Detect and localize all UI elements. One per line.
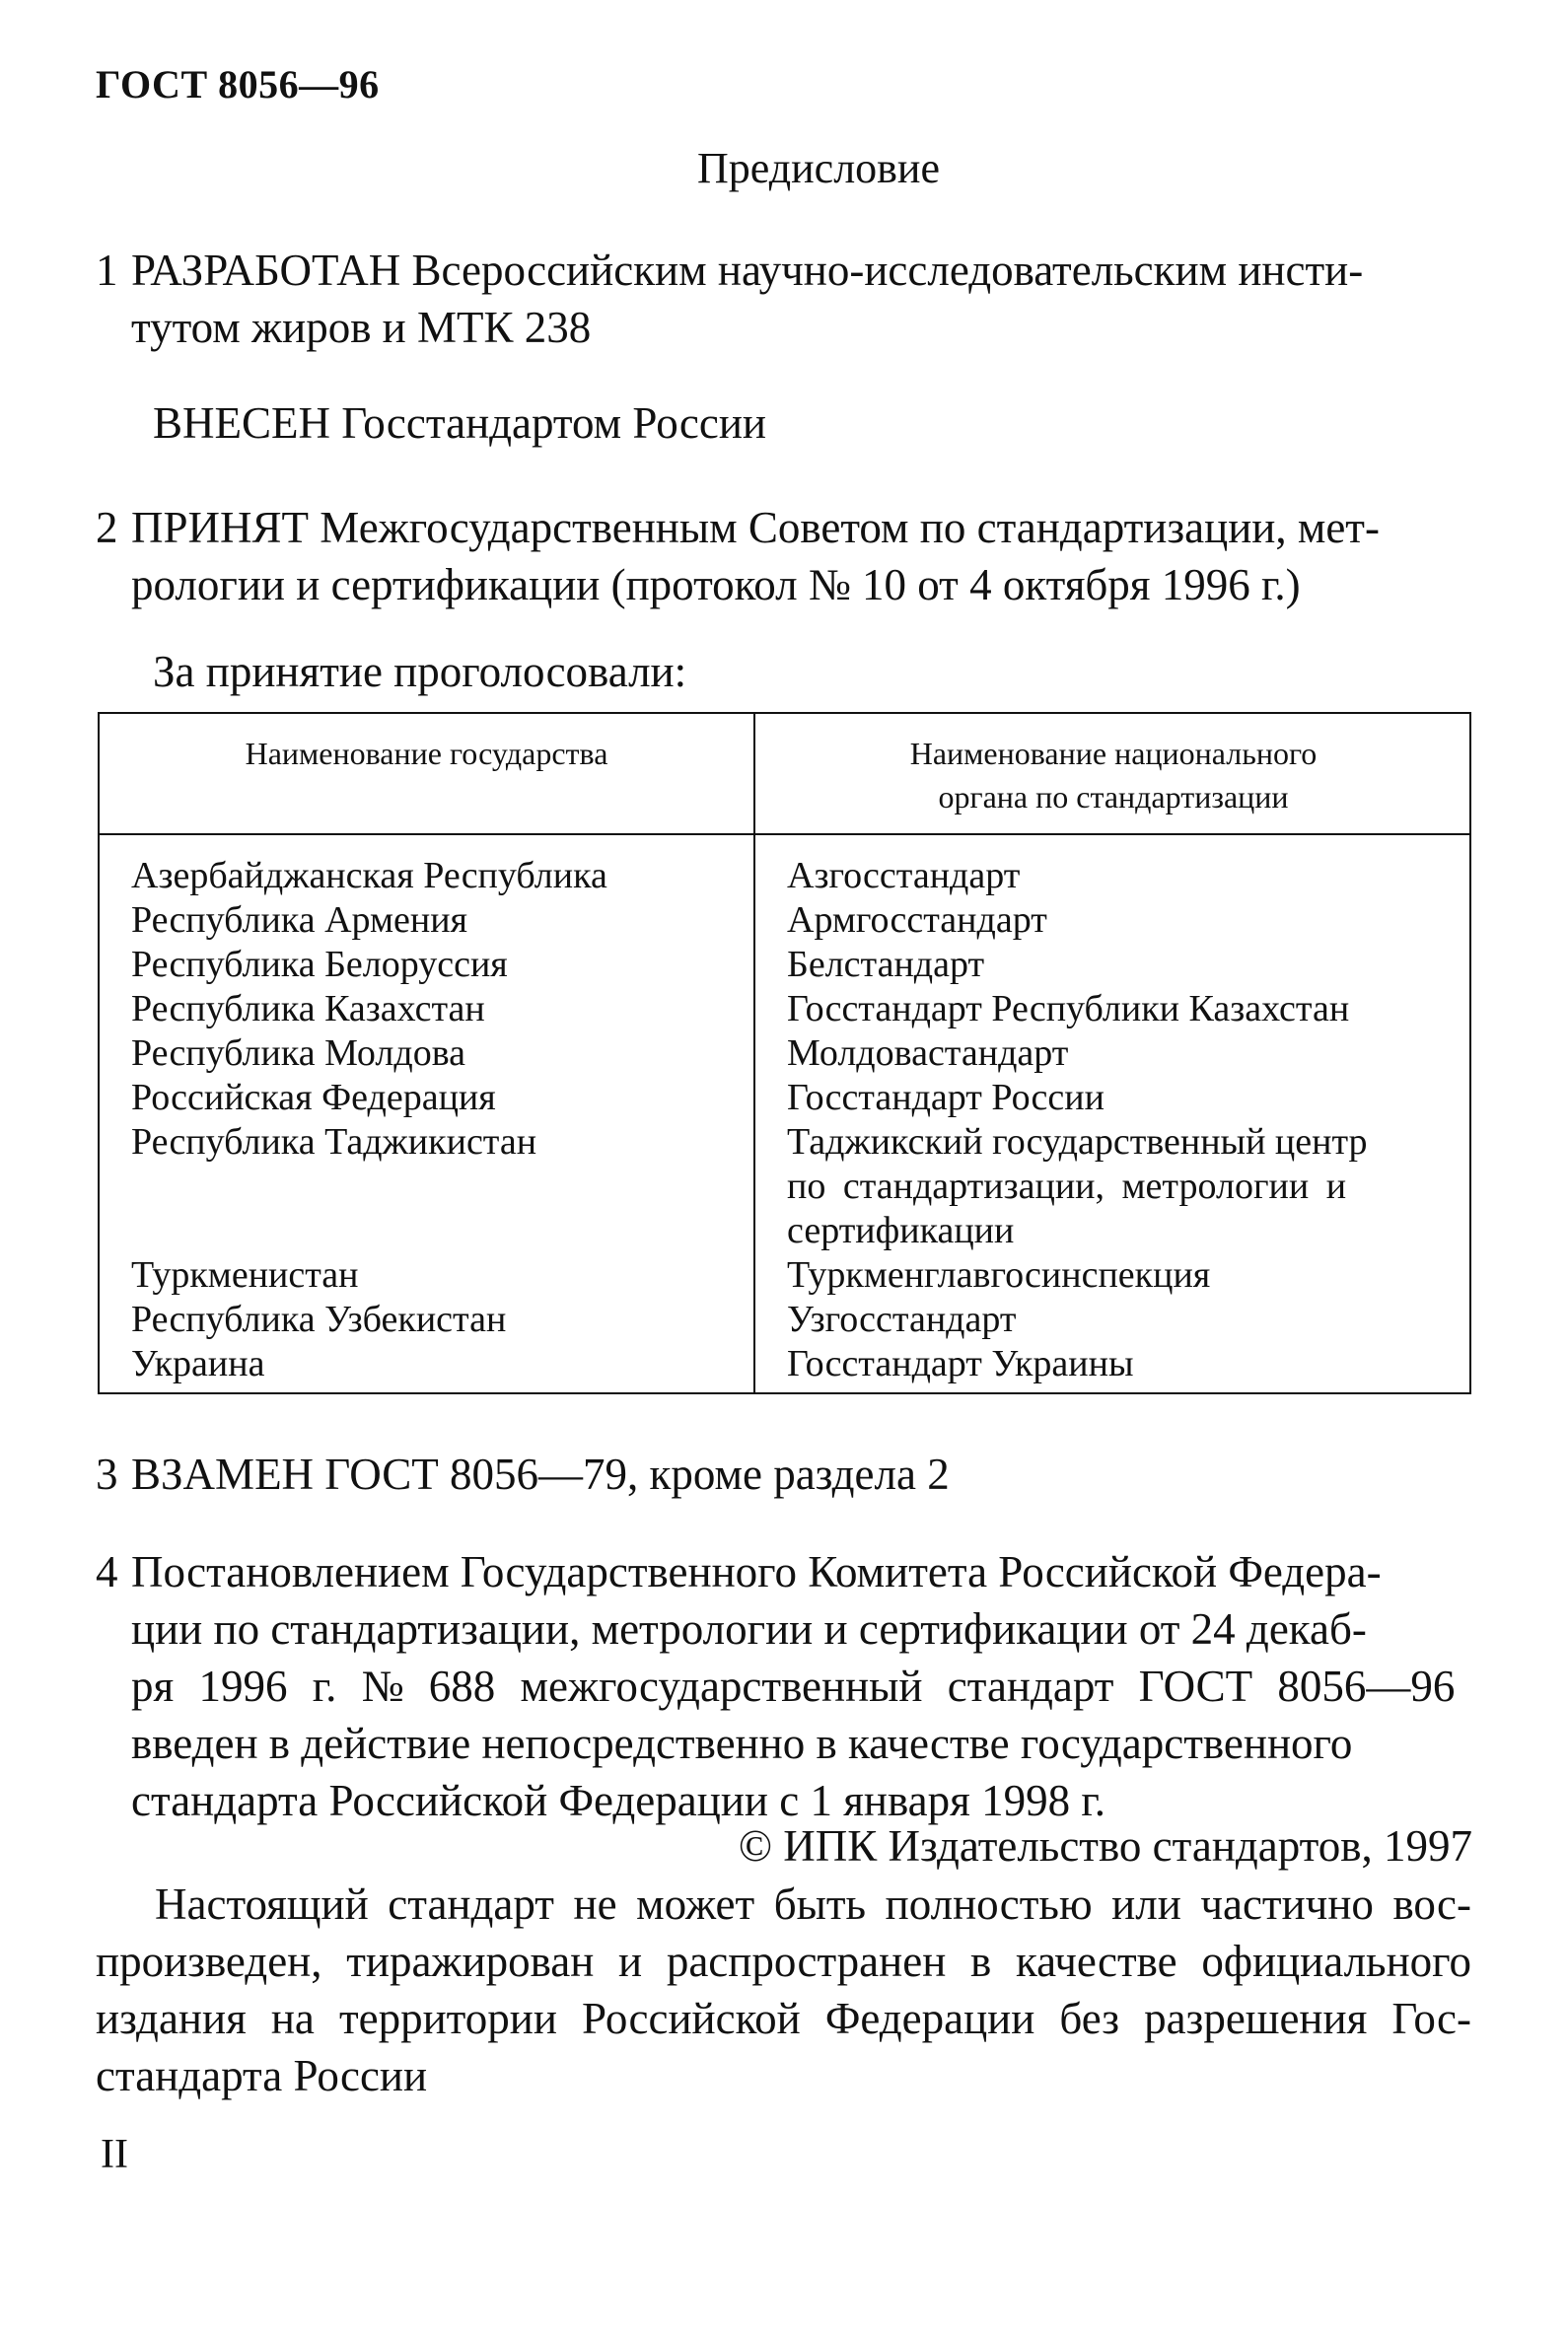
page-number: II bbox=[101, 2132, 128, 2177]
notice-line-2: произведен, тиражирован и распространен в качестве официального bbox=[96, 1937, 1471, 1986]
section-1-text-1: РАЗРАБОТАН Всероссийским научно-исследовательским инсти- bbox=[131, 246, 1364, 295]
section-3-text: ВЗАМЕН ГОСТ 8056—79, кроме раздела 2 bbox=[131, 1450, 950, 1499]
table-header-body bbox=[755, 732, 1471, 818]
table-column-bodies bbox=[787, 854, 1448, 1386]
table-cell-state: Республика Молдова bbox=[131, 1032, 466, 1074]
table-cell-body: Туркменглавгосинспекция bbox=[787, 1254, 1211, 1296]
section-1-submitted: ВНЕСЕН Госстандартом России bbox=[153, 398, 767, 448]
voting-table bbox=[98, 712, 1471, 1394]
table-cell-state: Республика Белоруссия bbox=[131, 944, 508, 985]
section-4-text-4: введен в действие непосредственно в качестве государственного bbox=[131, 1719, 1353, 1768]
section-1 bbox=[96, 242, 1471, 356]
section-title: Предисловие bbox=[697, 144, 940, 192]
table-cell-body: Азгосстандарт bbox=[787, 855, 1021, 896]
table-cell-body: Белстандарт bbox=[787, 944, 985, 985]
table-cell-body: Госстандарт Украины bbox=[787, 1343, 1134, 1384]
table-cell-body: по стандартизации, метрологии и bbox=[787, 1166, 1347, 1207]
table-column-states bbox=[131, 854, 733, 1386]
table-cell-body: Молдовастандарт bbox=[787, 1032, 1069, 1074]
table-cell-state: Республика Армения bbox=[131, 899, 468, 941]
table-cell-state: Российская Федерация bbox=[131, 1077, 496, 1118]
section-4-line-1 bbox=[96, 1543, 1471, 1600]
table-cell-state: Республика Казахстан bbox=[131, 988, 485, 1029]
table-cell-body: Госстандарт Республики Казахстан bbox=[787, 988, 1350, 1029]
table-cell-state: Республика Узбекистан bbox=[131, 1299, 507, 1340]
section-3 bbox=[96, 1446, 1471, 1503]
section-4-text-1: Постановлением Государственного Комитета Российской Федера- bbox=[131, 1547, 1382, 1596]
section-2-number: 2 bbox=[96, 503, 118, 552]
table-cell-state: Республика Таджикистан bbox=[131, 1121, 537, 1163]
section-1-text-2: тутом жиров и МТК 238 bbox=[131, 303, 592, 352]
table-header-body-line-1: Наименование национального bbox=[909, 736, 1318, 771]
section-4-text-5: стандарта Российской Федерации с 1 января 1998 г. bbox=[131, 1776, 1105, 1825]
section-1-line-1 bbox=[96, 242, 1471, 299]
section-1-number: 1 bbox=[96, 246, 118, 295]
section-2 bbox=[96, 499, 1471, 613]
table-cell-state: Украина bbox=[131, 1343, 265, 1384]
notice-line-3: издания на территории Российской Федерации без разрешения Гос- bbox=[96, 1994, 1471, 2043]
notice-line-1: Настоящий стандарт не может быть полностью или частично вос- bbox=[155, 1879, 1471, 1929]
notice-line-4: стандарта России bbox=[96, 2051, 428, 2100]
section-2-voted: За принятие проголосовали: bbox=[153, 647, 687, 696]
table-cell-body: Армгосстандарт bbox=[787, 899, 1047, 941]
reproduction-notice bbox=[96, 1876, 1471, 2104]
table-cell-body: Узгосстандарт bbox=[787, 1299, 1017, 1340]
table-cell-state: Азербайджанская Республика bbox=[131, 855, 607, 896]
section-2-text-2: рологии и сертификации (протокол № 10 от 4 октября 1996 г.) bbox=[131, 560, 1301, 609]
section-2-text-1: ПРИНЯТ Межгосударственным Советом по стандартизации, мет- bbox=[131, 503, 1380, 552]
section-4-number: 4 bbox=[96, 1547, 118, 1596]
section-2-line-1 bbox=[96, 499, 1471, 556]
copyright-line: © ИПК Издательство стандартов, 1997 bbox=[738, 1821, 1472, 1871]
table-header-state: Наименование государства bbox=[245, 736, 608, 771]
table-header-divider bbox=[100, 833, 1469, 835]
section-3-number: 3 bbox=[96, 1450, 118, 1499]
table-cell-spacer bbox=[131, 1165, 733, 1253]
table-cell-state: Туркменистан bbox=[131, 1254, 359, 1296]
section-4-text-2: ции по стандартизации, метрологии и сертификации от 24 декаб- bbox=[131, 1604, 1367, 1654]
table-cell-body: Таджикский государственный центр bbox=[787, 1121, 1368, 1163]
table-header-body-line-2: органа по стандартизации bbox=[938, 779, 1289, 815]
section-4-text-3: ря 1996 г. № 688 межгосударственный стандарт ГОСТ 8056—96 bbox=[131, 1662, 1456, 1711]
table-cell-body: Госстандарт России bbox=[787, 1077, 1105, 1118]
document-code: ГОСТ 8056—96 bbox=[96, 62, 380, 106]
table-cell-body: сертификации bbox=[787, 1210, 1015, 1251]
section-4 bbox=[96, 1543, 1471, 1829]
